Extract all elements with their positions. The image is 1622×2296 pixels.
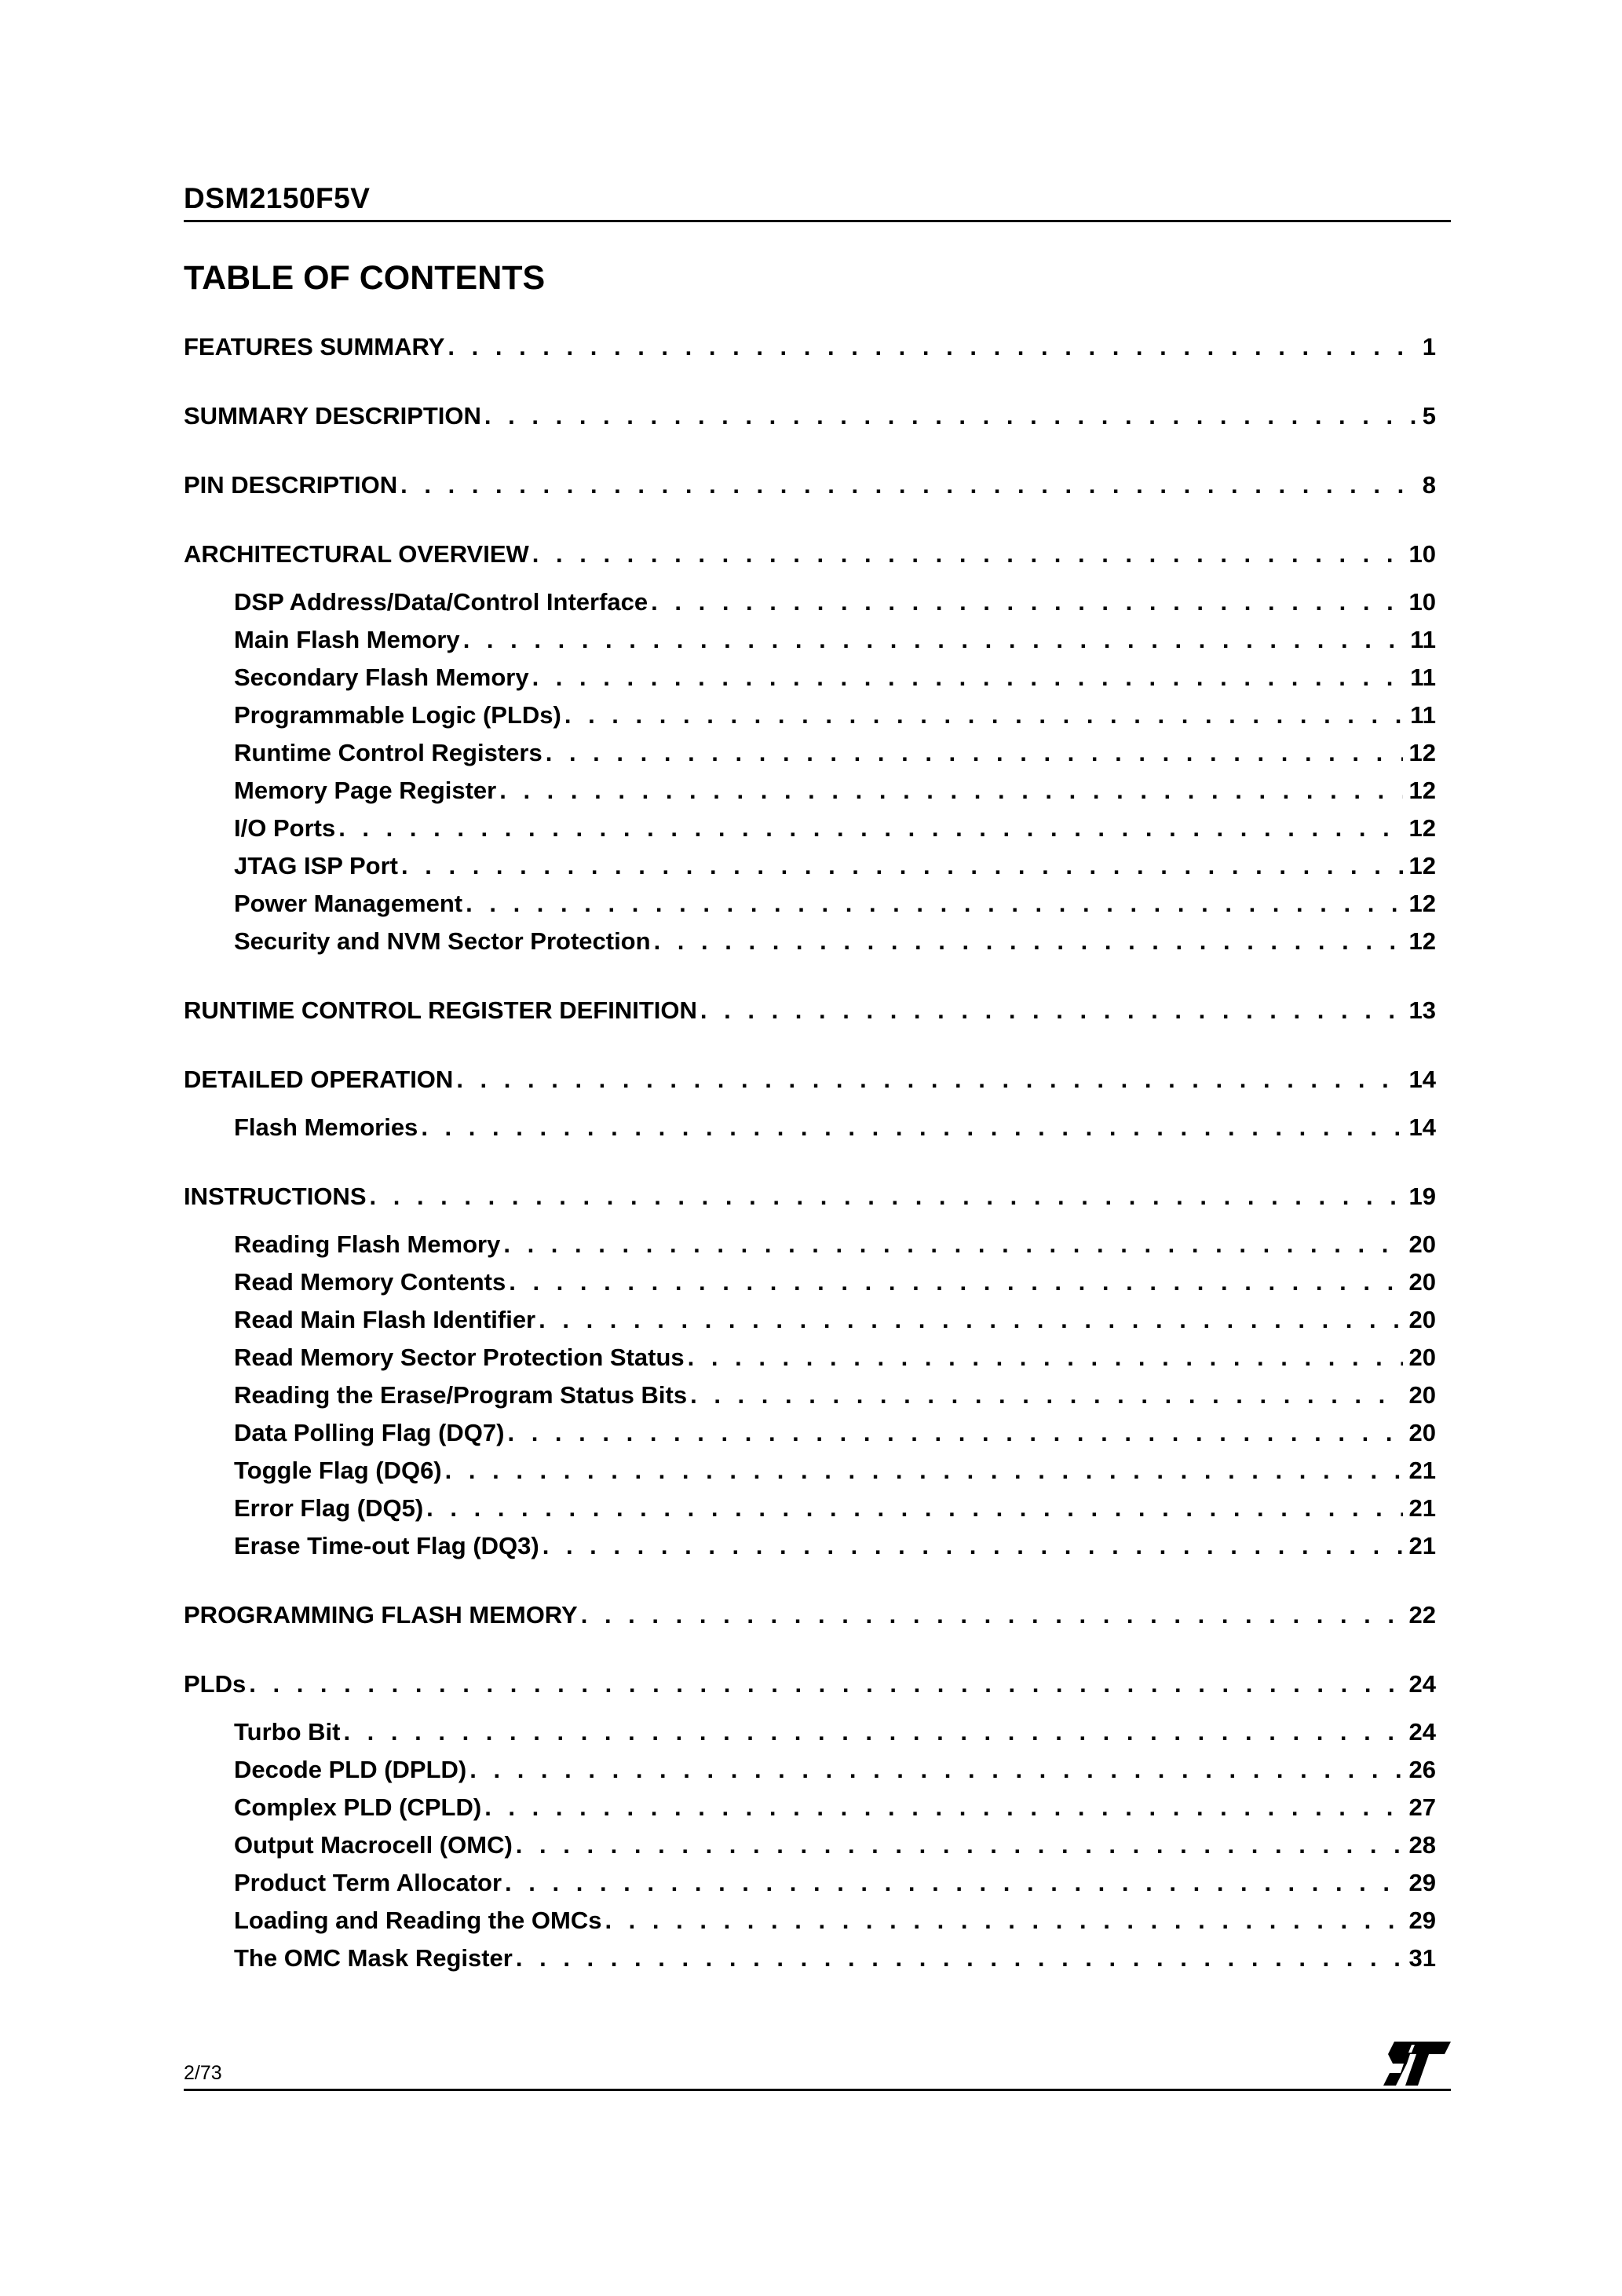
toc-entry-title: Toggle Flag (DQ6) <box>234 1457 442 1484</box>
toc-entry-title: Read Memory Sector Protection Status <box>234 1344 685 1371</box>
toc-entry[interactable] <box>184 995 1436 1026</box>
toc-entry-title: Data Polling Flag (DQ7) <box>234 1419 505 1446</box>
toc-entry-page: 29 <box>1408 1907 1436 1934</box>
toc-leader-dots <box>401 850 1403 882</box>
toc-leader-dots <box>466 888 1402 919</box>
toc-entry-title: SUMMARY DESCRIPTION <box>184 402 481 430</box>
toc-entry-page: 21 <box>1408 1457 1436 1484</box>
toc-entry[interactable] <box>234 1267 1436 1298</box>
toc-entry-page: 21 <box>1408 1494 1436 1522</box>
toc-entry[interactable] <box>234 1530 1436 1562</box>
toc-leader-dots <box>370 1181 1403 1212</box>
toc-entry-title: Output Macrocell (OMC) <box>234 1831 513 1859</box>
toc-entry-page: 11 <box>1410 664 1436 691</box>
toc-entry[interactable] <box>234 926 1436 957</box>
toc-entry[interactable] <box>234 700 1436 731</box>
toc-entry[interactable] <box>234 1754 1436 1786</box>
toc-entry[interactable] <box>234 1417 1436 1449</box>
toc-entry-page: 20 <box>1408 1306 1436 1333</box>
toc-leader-dots <box>400 470 1416 501</box>
toc-leader-dots <box>507 1417 1402 1449</box>
toc-leader-dots <box>700 995 1403 1026</box>
toc-entry-title: Flash Memories <box>234 1113 418 1141</box>
toc-leader-dots <box>421 1112 1402 1143</box>
toc-entry-title: Runtime Control Registers <box>234 739 542 766</box>
toc-entry-page: 11 <box>1410 626 1436 653</box>
toc-entry-page: 20 <box>1408 1230 1436 1258</box>
toc-leader-dots <box>484 1792 1402 1823</box>
toc-entry-title: Product Term Allocator <box>234 1869 502 1896</box>
toc-entry[interactable] <box>184 1669 1436 1700</box>
toc-entry-page: 19 <box>1408 1183 1436 1210</box>
toc-entry[interactable] <box>234 624 1436 656</box>
toc-entry-title: PIN DESCRIPTION <box>184 471 398 499</box>
toc-entry-title: Programmable Logic (PLDs) <box>234 701 561 729</box>
toc-leader-dots <box>338 813 1402 844</box>
toc-entry-title: Read Memory Contents <box>234 1268 506 1296</box>
toc-entry-page: 12 <box>1408 814 1436 842</box>
toc-entry-page: 12 <box>1408 777 1436 804</box>
toc-entry-page: 12 <box>1408 739 1436 766</box>
toc-entry-page: 20 <box>1408 1381 1436 1409</box>
toc-entry[interactable] <box>234 1867 1436 1899</box>
toc-entry-title: JTAG ISP Port <box>234 852 399 879</box>
toc-leader-dots <box>542 1530 1403 1562</box>
page-number: 2/73 <box>184 2062 222 2084</box>
toc-entry-page: 8 <box>1422 471 1436 499</box>
toc-leader-dots <box>546 737 1403 769</box>
toc-entry[interactable] <box>184 539 1436 570</box>
toc-leader-dots <box>654 926 1403 957</box>
toc-entry-page: 12 <box>1408 852 1436 879</box>
toc-entry[interactable] <box>234 1304 1436 1336</box>
toc-entry-page: 21 <box>1408 1532 1436 1559</box>
toc-entry[interactable] <box>234 1493 1436 1524</box>
toc-entry-title: ARCHITECTURAL OVERVIEW <box>184 540 529 568</box>
toc-entry[interactable] <box>234 813 1436 844</box>
toc-leader-dots <box>499 775 1402 806</box>
toc-leader-dots <box>343 1717 1402 1748</box>
toc-entry[interactable] <box>234 1342 1436 1373</box>
toc-entry-title: Error Flag (DQ5) <box>234 1494 424 1522</box>
toc-entry[interactable] <box>234 1943 1436 1974</box>
toc-entry-page: 13 <box>1408 996 1436 1024</box>
toc-leader-dots <box>426 1493 1402 1524</box>
toc-entry[interactable] <box>184 1600 1436 1631</box>
toc-entry[interactable] <box>234 1380 1436 1411</box>
toc-leader-dots <box>503 1229 1402 1260</box>
toc-entry[interactable] <box>234 775 1436 806</box>
toc-entry-page: 20 <box>1408 1344 1436 1371</box>
toc-entry-title: Security and NVM Sector Protection <box>234 927 651 955</box>
toc-entry-page: 26 <box>1408 1756 1436 1783</box>
toc-entry-title: INSTRUCTIONS <box>184 1183 367 1210</box>
toc-entry-page: 20 <box>1408 1268 1436 1296</box>
footer-rule <box>184 2089 1451 2091</box>
toc-entry[interactable] <box>234 1455 1436 1486</box>
toc-leader-dots <box>532 539 1403 570</box>
toc-entry-page: 12 <box>1408 927 1436 955</box>
toc-entry-title: PROGRAMMING FLASH MEMORY <box>184 1601 578 1629</box>
toc-entry-title: Secondary Flash Memory <box>234 664 529 691</box>
toc-leader-dots <box>539 1304 1402 1336</box>
toc-entry[interactable] <box>184 400 1436 432</box>
toc-entry-title: PLDs <box>184 1670 247 1698</box>
toc-leader-dots <box>445 1455 1403 1486</box>
toc-entry-title: Read Main Flash Identifier <box>234 1306 536 1333</box>
toc-entry-page: 10 <box>1408 588 1436 616</box>
toc-leader-dots <box>690 1380 1402 1411</box>
toc-leader-dots <box>484 400 1416 432</box>
toc-leader-dots <box>516 1943 1403 1974</box>
toc-entry[interactable] <box>184 331 1436 363</box>
toc-entry-page: 14 <box>1408 1066 1436 1093</box>
toc-entry-page: 29 <box>1408 1869 1436 1896</box>
toc-entry[interactable] <box>184 1064 1436 1095</box>
toc-entry-title: FEATURES SUMMARY <box>184 333 445 360</box>
toc-leader-dots <box>463 624 1405 656</box>
toc-entry[interactable] <box>184 470 1436 501</box>
toc-entry-page: 24 <box>1408 1718 1436 1746</box>
header-rule <box>184 220 1451 222</box>
toc-leader-dots <box>564 700 1404 731</box>
toc-entry-page: 31 <box>1408 1944 1436 1972</box>
toc-leader-dots <box>651 587 1402 618</box>
toc-entry-title: Turbo Bit <box>234 1718 341 1746</box>
toc-entry[interactable] <box>234 737 1436 769</box>
toc-entry[interactable] <box>234 1792 1436 1823</box>
toc-entry-page: 12 <box>1408 890 1436 917</box>
page-title: TABLE OF CONTENTS <box>184 259 546 297</box>
toc-leader-dots <box>448 331 1416 363</box>
toc-leader-dots <box>469 1754 1402 1786</box>
toc-entry-title: The OMC Mask Register <box>234 1944 513 1972</box>
toc-entry[interactable] <box>234 662 1436 693</box>
toc-entry-page: 11 <box>1410 701 1436 729</box>
toc-entry-page: 20 <box>1408 1419 1436 1446</box>
toc-entry-page: 1 <box>1422 333 1436 360</box>
document-id: DSM2150F5V <box>184 182 371 214</box>
toc-entry-title: Power Management <box>234 890 463 917</box>
toc-entry[interactable] <box>234 1830 1436 1861</box>
toc-leader-dots <box>505 1867 1402 1899</box>
toc-entry-title: Main Flash Memory <box>234 626 460 653</box>
toc-entry-page: 14 <box>1408 1113 1436 1141</box>
st-logo-icon <box>1383 2042 1451 2086</box>
toc-entry[interactable] <box>234 587 1436 618</box>
toc-leader-dots <box>456 1064 1402 1095</box>
toc-entry-title: Memory Page Register <box>234 777 497 804</box>
toc-entry-page: 22 <box>1408 1601 1436 1629</box>
toc-entry[interactable] <box>234 1905 1436 1936</box>
toc-leader-dots <box>581 1600 1403 1631</box>
toc-entry-title: DSP Address/Data/Control Interface <box>234 588 648 616</box>
toc-leader-dots <box>249 1669 1402 1700</box>
toc-entry-title: Decode PLD (DPLD) <box>234 1756 467 1783</box>
toc-entry-title: Erase Time-out Flag (DQ3) <box>234 1532 539 1559</box>
toc-entry[interactable] <box>234 1229 1436 1260</box>
toc-entry-page: 28 <box>1408 1831 1436 1859</box>
toc-leader-dots <box>605 1905 1402 1936</box>
toc-entry-page: 10 <box>1408 540 1436 568</box>
toc-entry-title: Complex PLD (CPLD) <box>234 1793 482 1821</box>
toc-entry-title: Reading the Erase/Program Status Bits <box>234 1381 688 1409</box>
toc-entry[interactable] <box>234 1112 1436 1143</box>
toc-entry-page: 5 <box>1422 402 1436 430</box>
toc-entry[interactable] <box>184 1181 1436 1212</box>
toc-entry[interactable] <box>234 850 1436 882</box>
toc-entry-page: 24 <box>1408 1670 1436 1698</box>
toc-entry-title: DETAILED OPERATION <box>184 1066 454 1093</box>
toc-entry-title: RUNTIME CONTROL REGISTER DEFINITION <box>184 996 697 1024</box>
toc-leader-dots <box>688 1342 1403 1373</box>
toc-entry-page: 27 <box>1408 1793 1436 1821</box>
toc-leader-dots <box>532 662 1405 693</box>
toc-entry-title: Loading and Reading the OMCs <box>234 1907 602 1934</box>
toc-leader-dots <box>516 1830 1403 1861</box>
toc-entry-title: I/O Ports <box>234 814 336 842</box>
toc-entry-title: Reading Flash Memory <box>234 1230 501 1258</box>
toc-entry[interactable] <box>234 888 1436 919</box>
toc-leader-dots <box>509 1267 1402 1298</box>
toc-entry[interactable] <box>234 1717 1436 1748</box>
